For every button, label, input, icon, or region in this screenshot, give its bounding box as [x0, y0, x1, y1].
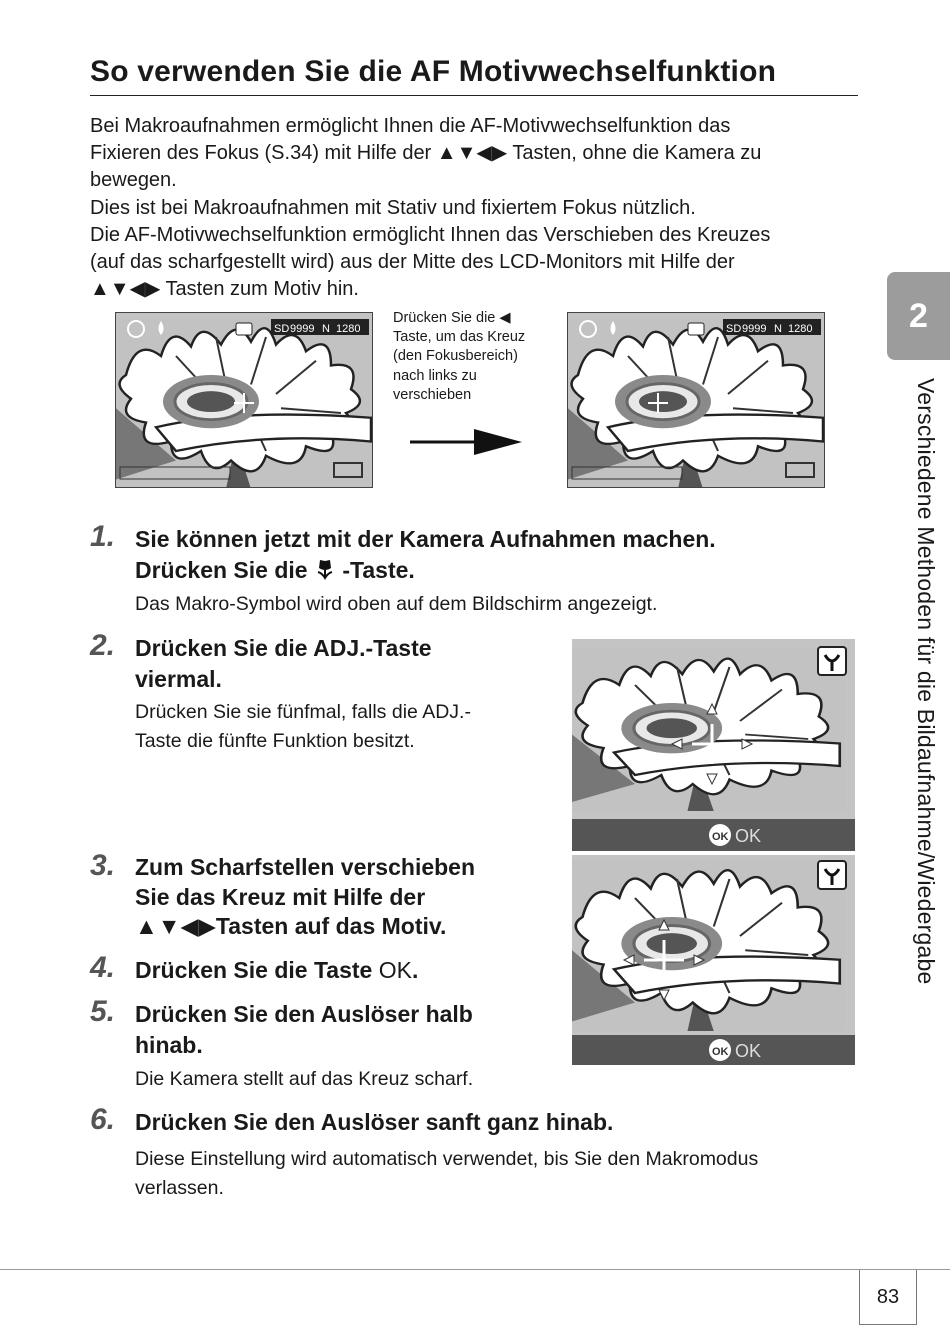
caption-line: Taste, um das Kreuz: [393, 329, 526, 346]
chapter-title: Verschiedene Methoden für die Bildaufnahme/Wiedergabe: [913, 378, 939, 985]
step-title-text: .: [411, 957, 419, 983]
step-title: [135, 633, 545, 695]
quality-label: N: [322, 323, 330, 335]
lcd-screenshot-after: [567, 312, 825, 488]
ok-button-icon: [708, 819, 788, 851]
macro-tulip-icon: [314, 558, 336, 580]
step-title-line: Sie können jetzt mit der Kamera Aufnahmen machen.: [135, 526, 716, 552]
step-title-text: Drücken Sie die: [135, 557, 308, 583]
ok-label: OK: [735, 1041, 762, 1061]
lcd-screenshot-before: [115, 312, 373, 488]
lcd-screenshot-step2: [572, 639, 855, 851]
step-title-line: Zum Scharfstellen verschieben: [135, 854, 476, 880]
step-desc-line: verlassen.: [135, 1177, 224, 1199]
intro-text: [90, 113, 860, 303]
step-number: 6.: [90, 1103, 116, 1136]
flower-photo: [116, 313, 372, 487]
ok-bar: [572, 1035, 855, 1065]
intro-line: ▲▼◀▶ Tasten zum Motiv hin.: [90, 278, 359, 301]
intro-line: bewegen.: [90, 169, 177, 192]
step-desc-line: Diese Einstellung wird automatisch verwendet, bis Sie den Makromodus: [135, 1148, 759, 1170]
flower-photo: [572, 639, 855, 819]
ok-label: OK: [735, 826, 762, 846]
intro-line: Dies ist bei Makroaufnahmen mit Stativ und fixiertem Fokus nützlich.: [90, 196, 696, 219]
lcd-screenshot-step3: [572, 855, 855, 1065]
size-label: 1280: [788, 323, 813, 335]
step-title-line: [135, 555, 855, 586]
caption-line: verschieben: [393, 386, 472, 403]
step-title-line: viermal.: [135, 666, 222, 692]
step-title-text: Drücken Sie die Taste: [135, 957, 373, 983]
ok-icon-text: OK: [712, 1046, 729, 1058]
intro-line: Fixieren des Fokus (S.34) mit Hilfe der ▲▼◀▶ Tasten, ohne die Kamera zu: [90, 142, 762, 165]
sd-label: SD: [726, 323, 742, 335]
size-label: 1280: [336, 323, 361, 335]
remaining-count: 9999: [290, 323, 315, 335]
camera-icon: [236, 323, 252, 335]
step-number: 1.: [90, 520, 116, 553]
step-title-line: Drücken Sie die ADJ.-Taste: [135, 635, 432, 661]
intro-line: (auf das scharfgestellt wird) aus der Mitte des LCD-Monitors mit Hilfe der: [90, 251, 735, 274]
footer-divider: [0, 1269, 950, 1270]
step-title-line: hinab.: [135, 1032, 203, 1058]
flower-photo: [568, 313, 824, 487]
ok-key-label: OK: [378, 957, 412, 983]
page-title: So verwenden Sie die AF Motivwechselfunktion: [90, 55, 858, 96]
step-description: Die Kamera stellt auf das Kreuz scharf.: [135, 1068, 474, 1090]
step-number: 2.: [90, 629, 116, 662]
ok-bar: [572, 819, 855, 851]
chapter-tab: 2: [887, 272, 950, 360]
step-desc-line: Drücken Sie sie fünfmal, falls die ADJ.-: [135, 701, 471, 723]
step-number: 5.: [90, 995, 116, 1028]
step-title-text: -Taste.: [342, 557, 415, 583]
caption-line: Drücken Sie die ◀: [393, 310, 511, 326]
arrow-right-icon: [410, 425, 522, 459]
caption-line: (den Fokusbereich): [393, 348, 518, 365]
ok-button-icon: [708, 1035, 788, 1065]
sd-label: SD: [274, 323, 290, 335]
step-number: 4.: [90, 951, 116, 984]
step-desc-line: Taste die fünfte Funktion besitzt.: [135, 730, 415, 752]
step-description: [135, 698, 545, 756]
remaining-count: 9999: [742, 323, 767, 335]
step-title: Drücken Sie den Auslöser sanft ganz hinab.: [135, 1109, 614, 1135]
step-title-line: ▲▼◀▶Tasten auf das Motiv.: [135, 913, 447, 939]
step-title: [135, 853, 565, 942]
step-title: [135, 999, 565, 1061]
step-title: [135, 524, 855, 586]
step-title: [135, 955, 565, 986]
ok-icon-text: OK: [712, 831, 729, 843]
page-number: 83: [859, 1270, 917, 1325]
step-title-line: Drücken Sie den Auslöser halb: [135, 1001, 473, 1027]
caption-line: nach links zu: [393, 367, 477, 384]
step-number: 3.: [90, 849, 116, 882]
step-description: [135, 1145, 865, 1203]
arrow-caption: [393, 309, 553, 405]
step-description: Das Makro-Symbol wird oben auf dem Bildschirm angezeigt.: [135, 593, 658, 615]
flower-photo: [572, 855, 855, 1035]
step-title-line: Sie das Kreuz mit Hilfe der: [135, 883, 426, 910]
intro-line: Bei Makroaufnahmen ermöglicht Ihnen die AF-Motivwechselfunktion das: [90, 115, 731, 137]
quality-label: N: [774, 323, 782, 335]
intro-line: Die AF-Motivwechselfunktion ermöglicht Ihnen das Verschieben des Kreuzes: [90, 223, 771, 246]
camera-icon: [688, 323, 704, 335]
